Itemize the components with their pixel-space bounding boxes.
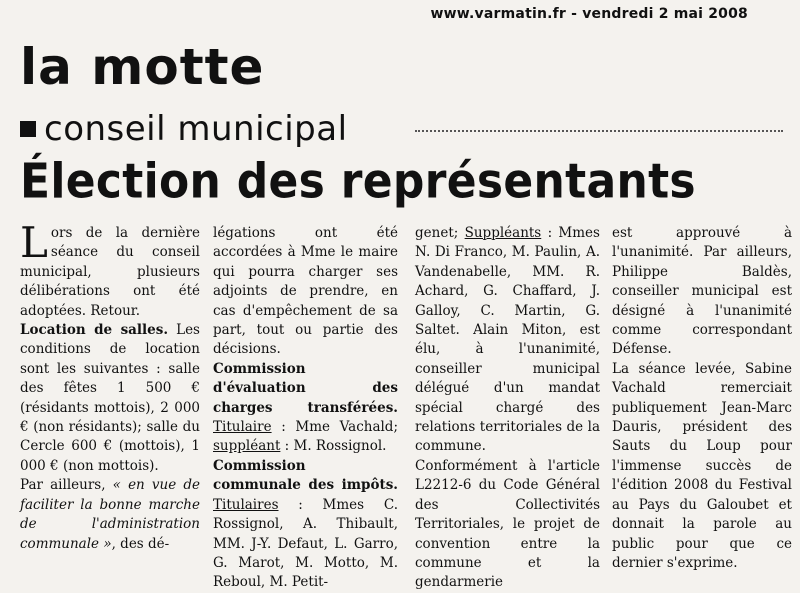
paragraph: Commission d'évaluation des charges transférées. Titulaire : Mme Vachald; suppléant : M. Rossignol. (213, 360, 398, 455)
paragraph: légations ont été accordées à Mme le maire qui pourra charger ses adjoints de prendre, en cas d'empêchement de sa part, tout ou partie des décisions. (213, 225, 398, 358)
section-title: la motte (20, 38, 265, 96)
subhead: Location de salles. (20, 322, 169, 339)
rubric-square-icon (20, 121, 36, 137)
rubric (20, 109, 348, 149)
article-column-4 (612, 224, 792, 571)
paragraph: La séance levée, Sabine Vachald remerciait publiquement Jean-Marc Dauris, président des Sauts du Loup pour l'immense succès de l'édition 2008 du Festival au Pays du Galoubet et donnait la parole au public pour que ce dernier s'exprime. (612, 360, 792, 571)
paragraph: est approuvé à l'unanimité. Par ailleurs, Philippe Baldès, conseiller municipal est désigné à l'unanimité comme correspondant Défense. (612, 225, 792, 358)
rubric-label: conseil municipal (44, 109, 348, 149)
paragraph: Par ailleurs, « en vue de faciliter la bonne marche de l'administration communale », des dé- (20, 477, 201, 552)
paragraph: Commission communale des impôts. Titulaires : Mmes C. Rossignol, A. Thibault, MM. J-Y. Defaut, L. Garro, G. Marot, M. Motto, M. Reboul, M. Petit- (213, 457, 398, 591)
article-column-3 (415, 224, 600, 591)
subhead: Commission communale des impôts. (213, 457, 398, 494)
paragraph: Lors de la dernière séance du conseil municipal, plusieurs délibérations ont été adoptées. Retour. (20, 218, 200, 319)
paragraph: genet; Suppléants : Mmes N. Di Franco, M. Paulin, A. Vandenabelle, MM. R. Achard, G. Chaffard, J. Galloy, C. Martin, G. Saltet. Alain Miton, est élu, à l'unanimité, conseiller municipal délégué d'un mandat spécial chargé des relations territoriales de la commune. (415, 225, 600, 455)
paragraph: Location de salles. Les conditions de location sont les suivantes : salle des fêtes 1 500 € (résidants mottois), 2 000 € (non résidants); salle du Cercle 600 € (mottois), 1 000 € (non mottois). (20, 322, 200, 474)
article-column-2 (213, 224, 398, 591)
headline: Élection des représentants (20, 153, 696, 210)
subhead: Commission d'évaluation des charges transférées. (213, 360, 398, 416)
rubric-divider (415, 130, 783, 132)
paragraph: Conformément à l'article L2212-6 du Code Général des Collectivités Territoriales, le projet de convention entre la commune et la gendarmerie (415, 457, 600, 591)
article-column-1 (20, 218, 201, 552)
masthead: www.varmatin.fr - vendredi 2 mai 2008 (430, 6, 748, 22)
dropcap: L (20, 218, 48, 267)
